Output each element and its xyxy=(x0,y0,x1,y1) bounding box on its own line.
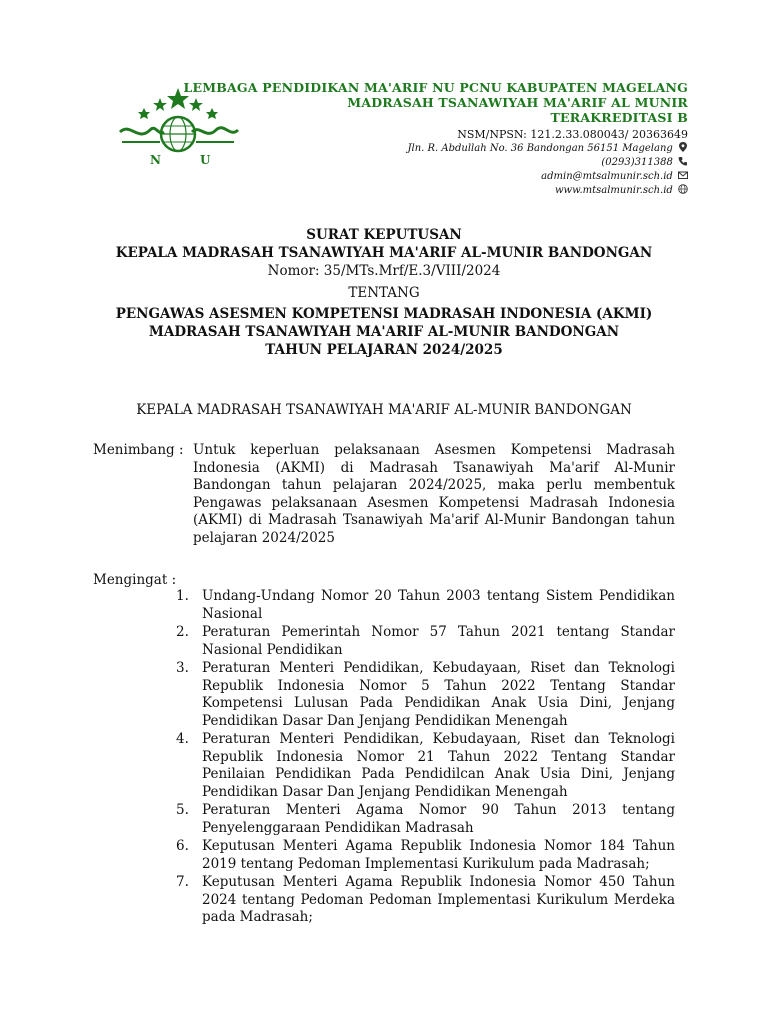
tentang-label: TENTANG xyxy=(348,285,420,301)
website-text: www.mtsalmunir.sch.id xyxy=(554,185,673,196)
menimbang-label: Menimbang : xyxy=(93,442,184,458)
mengingat-list xyxy=(176,588,675,928)
nsm-npsn: NSM/NPSN: 121.2.33.080043/ 20363649 xyxy=(457,128,688,141)
mengingat-label: Mengingat : xyxy=(93,572,177,588)
address-text: Jln. R. Abdullah No. 36 Bandongan 56151 Magelang xyxy=(407,143,673,154)
letterhead xyxy=(184,80,689,198)
doc-number: Nomor: 35/MTs.Mrf/E.3/VIII/2024 xyxy=(267,263,501,279)
menimbang-text: Untuk keperluan pelaksanaan Asesmen Kompetensi Madrasah Indonesia (AKMI) di Madrasah Tsanawiyah Ma'arif Al-Munir Bandongan tahun pelajaran 2024/2025, maka perlu membentuk Pengawas pelaksanaan Asesmen Kompetensi Madrasah Indonesia (AKMI) di Madrasah Tsanawiyah Ma'arif Al-Munir Bandongan tahun pelajaran 2024/2025 xyxy=(193,442,675,546)
phone-text: (0293)311388 xyxy=(601,157,673,168)
list-item: 6. Keputusan Menteri Agama Republik Indonesia Nomor 184 Tahun 2019 tentang Pedoman Implementasi Kurikulum pada Madrasah; xyxy=(176,838,675,872)
subject-line-1: PENGAWAS ASESMEN KOMPETENSI MADRASAH INDONESIA (AKMI) xyxy=(115,306,653,322)
phone-icon xyxy=(678,156,688,166)
website-line xyxy=(184,184,689,198)
doc-title-issuer: KEPALA MADRASAH TSANAWIYAH MA'ARIF AL-MUNIR BANDONGAN xyxy=(115,245,653,261)
list-item: 2. Peraturan Pemerintah Nomor 57 Tahun 2021 tentang Standar Nasional Pendidikan xyxy=(176,624,675,658)
globe-icon xyxy=(678,184,688,194)
email-text: admin@mtsalmunir.sch.id xyxy=(541,171,673,182)
phone-line xyxy=(184,156,689,170)
institution-name: LEMBAGA PENDIDIKAN MA'ARIF NU PCNU KABUPATEN MAGELANG xyxy=(183,80,688,95)
list-item: 5. Peraturan Menteri Agama Nomor 90 Tahun 2013 tentang Penyelenggaraan Pendidikan Madrasah xyxy=(176,802,675,836)
location-pin-icon xyxy=(678,142,688,152)
mail-icon xyxy=(678,170,688,180)
list-item: 1. Undang-Undang Nomor 20 Tahun 2003 tentang Sistem Pendidikan Nasional xyxy=(176,588,675,622)
email-line xyxy=(184,170,689,184)
logo-letter-n: N xyxy=(150,153,161,167)
subject-line-3: TAHUN PELAJARAN 2024/2025 xyxy=(265,342,503,358)
list-item: 4. Peraturan Menteri Pendidikan, Kebudayaan, Riset dan Teknologi Republik Indonesia Nomor 21 Tahun 2022 Tentang Standar Penilaian Pendidikan Pada Pendidilcan Anak Usia Dini, Jenjang Pendidikan Dasar Dan Jenjang Pendidikan Menengah xyxy=(176,731,675,800)
list-item: 3. Peraturan Menteri Pendidikan, Kebudayaan, Riset dan Teknologi Republik Indonesia Nomor 5 Tahun 2022 Tentang Standar Kompetensi Lulusan Pada Pendidikan Anak Usia Dini, Jenjang Pendidikan Dasar Dan Jenjang Pendidikan Menengah xyxy=(176,660,675,729)
school-name: MADRASAH TSANAWIYAH MA'ARIF AL MUNIR xyxy=(347,95,688,110)
section-heading: KEPALA MADRASAH TSANAWIYAH MA'ARIF AL-MUNIR BANDONGAN xyxy=(136,402,632,418)
address-line xyxy=(184,142,689,156)
logo-letter-u: U xyxy=(200,153,211,167)
doc-title: SURAT KEPUTUSAN xyxy=(306,227,462,243)
subject-line-2: MADRASAH TSANAWIYAH MA'ARIF AL-MUNIR BANDONGAN xyxy=(148,324,620,340)
list-item: 7. Keputusan Menteri Agama Republik Indonesia Nomor 450 Tahun 2024 tentang Pedoman Pedoman Implementasi Kurikulum Merdeka pada Madrasah; xyxy=(176,874,675,925)
accreditation: TERAKREDITASI B xyxy=(550,110,688,125)
